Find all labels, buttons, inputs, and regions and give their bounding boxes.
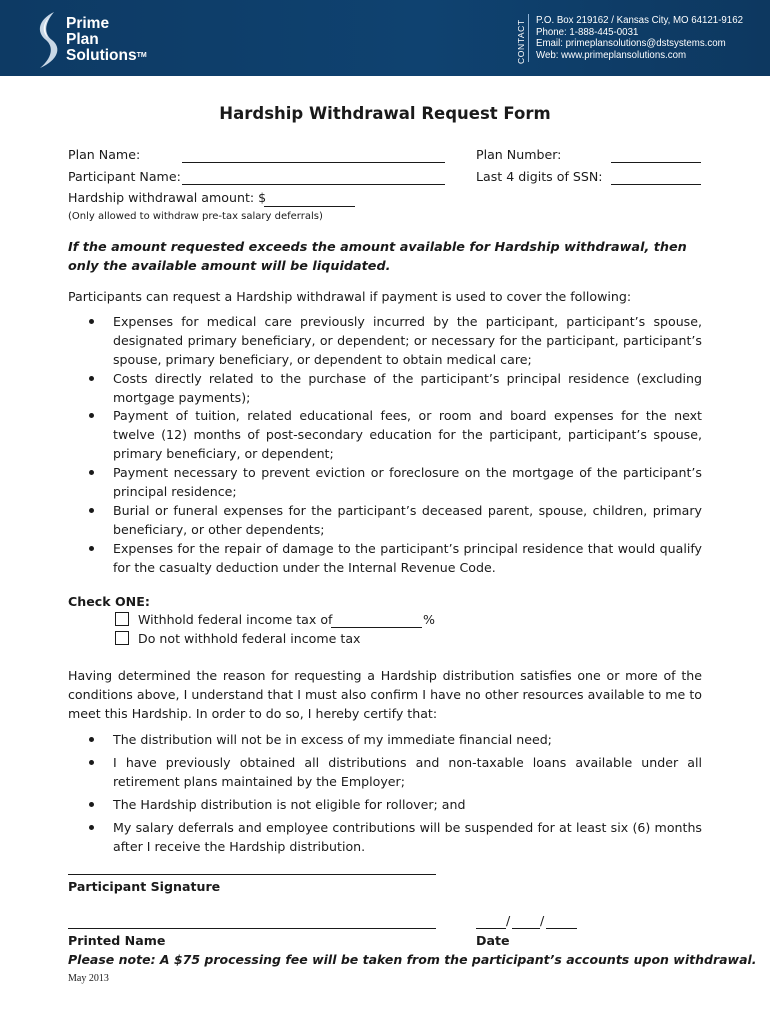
logo-line-1: Prime	[66, 15, 110, 32]
amount-label-text: Hardship withdrawal amount:	[68, 190, 255, 205]
bullet-icon	[89, 737, 94, 742]
date-slash-1: /	[506, 913, 511, 928]
reason-item-3: Payment of tuition, related educational fees, or room and board expenses for the next twelve (12) months of post-secondary education for the participant, participant’s spouse, primary beneficiary, or dependent;	[113, 408, 702, 461]
reason-item-5: Burial or funeral expenses for the participant’s deceased parent, spouse, children, primary beneficiary, or other dependents;	[113, 503, 702, 537]
date-day-field[interactable]	[512, 928, 540, 929]
plan-number-label: Plan Number:	[476, 147, 562, 162]
certify-intro: Having determined the reason for requesting a Hardship distribution satisfies one or more of the conditions above, I understand that I must also confirm I have no other resources available to me to meet this Hardship. In order to do so, I hereby certify that:	[68, 668, 702, 721]
withhold-percent-field[interactable]	[331, 627, 422, 628]
bullet-icon	[89, 546, 94, 551]
plan-number-field[interactable]	[611, 162, 701, 163]
certification-item-2: I have previously obtained all distributions and non-taxable loans available under all retirement plans maintained by the Employer;	[113, 755, 702, 789]
bullet-icon	[89, 802, 94, 807]
certification-item-1: The distribution will not be in excess of my immediate financial need;	[113, 732, 552, 747]
logo-trademark: TM	[136, 52, 147, 59]
date-slash-2: /	[540, 913, 545, 928]
plan-name-field[interactable]	[182, 162, 445, 163]
page-title: Hardship Withdrawal Request Form	[219, 104, 551, 123]
contact-label	[506, 12, 534, 68]
contact-web[interactable]: Web: www.primeplansolutions.com	[536, 49, 687, 61]
contact-phone: Phone: 1-888-445-0031	[536, 26, 639, 38]
participant-name-label: Participant Name:	[68, 169, 181, 184]
signature-label: Participant Signature	[68, 879, 221, 894]
amount-label	[68, 190, 266, 205]
no-withhold-checkbox[interactable]	[115, 631, 129, 645]
printed-name-field[interactable]	[68, 928, 436, 929]
date-label: Date	[476, 933, 510, 948]
reason-item-2: Costs directly related to the purchase of the participant’s principal residence (excluding mortgage payments);	[113, 371, 702, 405]
withhold-option-label: Withhold federal income tax of	[138, 612, 333, 627]
logo-swoosh-icon	[32, 10, 68, 72]
bullet-icon	[89, 508, 94, 513]
participant-name-field[interactable]	[182, 184, 445, 185]
withhold-checkbox[interactable]	[115, 612, 129, 626]
amount-field[interactable]	[264, 206, 355, 207]
date-year-field[interactable]	[546, 928, 577, 929]
plan-name-label: Plan Name:	[68, 147, 141, 162]
reason-item-6: Expenses for the repair of damage to the participant’s principal residence that would qualify for the casualty deduction under the Internal Revenue Code.	[113, 541, 702, 575]
contact-label-text: CONTACT	[516, 19, 526, 64]
warning-text: If the amount requested exceeds the amount available for Hardship withdrawal, then only the available amount will be liquidated.	[68, 240, 687, 274]
revision-date: May 2013	[68, 973, 109, 984]
amount-currency: $	[258, 190, 267, 205]
ssn-label: Last 4 digits of SSN:	[476, 169, 603, 184]
bullet-icon	[89, 760, 94, 765]
no-withhold-option-label: Do not withhold federal income tax	[138, 631, 361, 646]
bullet-icon	[89, 470, 94, 475]
ssn-field[interactable]	[611, 184, 701, 185]
contact-address: P.O. Box 219162 / Kansas City, MO 64121-9162	[536, 15, 743, 26]
contact-info	[536, 15, 743, 61]
certification-item-4: My salary deferrals and employee contributions will be suspended for at least six (6) months after I receive the Hardship distribution.	[113, 820, 702, 854]
bullet-icon	[89, 319, 94, 324]
certification-item-3: The Hardship distribution is not eligible for rollover; and	[113, 797, 466, 812]
bullet-icon	[89, 825, 94, 830]
contact-divider	[528, 14, 529, 62]
check-one-label: Check ONE:	[68, 594, 150, 609]
logo-line-3: Solutions™	[66, 47, 147, 64]
logo-line-2: Plan	[66, 31, 99, 48]
logo-wordmark	[66, 16, 147, 64]
amount-note: (Only allowed to withdraw pre-tax salary deferrals)	[68, 211, 323, 222]
date-month-field[interactable]	[476, 928, 506, 929]
reason-item-4: Payment necessary to prevent eviction or foreclosure on the mortgage of the participant’s principal residence;	[113, 465, 702, 499]
signature-field[interactable]	[68, 874, 436, 875]
bullet-icon	[89, 376, 94, 381]
percent-sign: %	[423, 612, 435, 627]
contact-email[interactable]: Email: primeplansolutions@dstsystems.com	[536, 38, 726, 49]
bullet-icon	[89, 413, 94, 418]
reason-item-1: Expenses for medical care previously incurred by the participant, participant’s spouse, designated primary beneficiary, or dependent; or necessary for the participant, participant’s spouse, primary beneficiary, or dependent to obtain medical care;	[113, 314, 702, 367]
printed-name-label: Printed Name	[68, 933, 166, 948]
reasons-intro: Participants can request a Hardship withdrawal if payment is used to cover the following:	[68, 289, 632, 304]
fee-note: Please note: A $75 processing fee will be taken from the participant’s accounts upon withdrawal.	[68, 952, 757, 967]
